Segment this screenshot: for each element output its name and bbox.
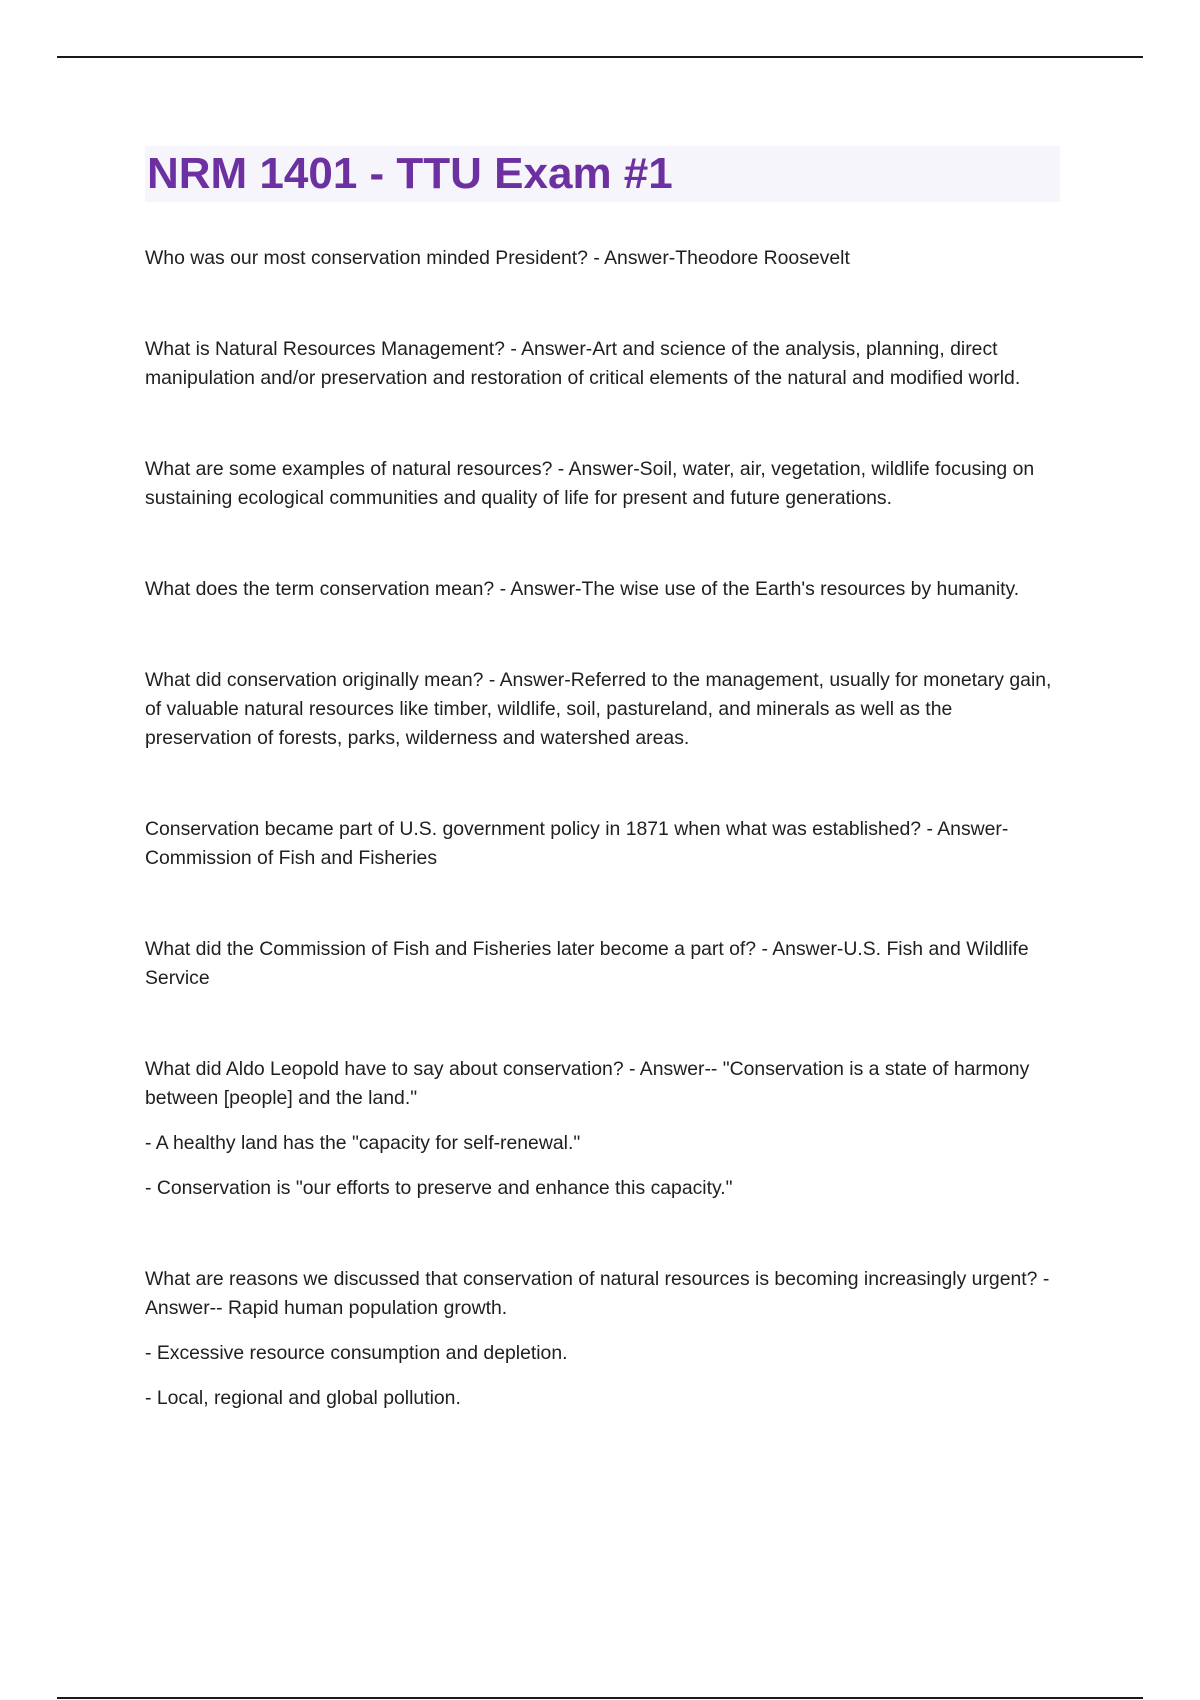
- qa-bullet: - Local, regional and global pollution.: [145, 1387, 461, 1409]
- qa-text: Who was our most conservation minded President? - Answer-Theodore Roosevelt: [145, 247, 850, 269]
- qa-list: [145, 244, 1060, 1413]
- title-band: [145, 146, 1060, 202]
- qa-bullet: - A healthy land has the "capacity for self-renewal.": [145, 1132, 581, 1154]
- qa-text: What are reasons we discussed that conservation of natural resources is becoming increasingly urgent? - Answer-- Rapid human population growth.: [145, 1268, 1050, 1319]
- document-body: [145, 146, 1060, 1475]
- page-title: NRM 1401 - TTU Exam #1: [147, 149, 673, 198]
- qa-text: What did the Commission of Fish and Fisheries later become a part of? - Answer-U.S. Fish and Wildlife Service: [145, 938, 1029, 989]
- qa-text: What is Natural Resources Management? - Answer-Art and science of the analysis, planning, direct manipulation and/or preservation and restoration of critical elements of the natural and modified world.: [145, 338, 1021, 389]
- qa-item: [145, 815, 1060, 873]
- qa-text: What does the term conservation mean? - Answer-The wise use of the Earth's resources by humanity.: [145, 578, 1020, 600]
- qa-item: [145, 1055, 1060, 1203]
- qa-item: [145, 455, 1060, 513]
- qa-text: What are some examples of natural resources? - Answer-Soil, water, air, vegetation, wildlife focusing on sustaining ecological communities and quality of life for present and future generations.: [145, 458, 1035, 509]
- top-rule: [57, 56, 1143, 58]
- qa-bullet: - Excessive resource consumption and depletion.: [145, 1342, 568, 1364]
- qa-item: [145, 666, 1060, 753]
- qa-bullet: - Conservation is "our efforts to preserve and enhance this capacity.": [145, 1177, 733, 1199]
- bottom-rule: [57, 1697, 1143, 1699]
- qa-text: What did Aldo Leopold have to say about conservation? - Answer-- "Conservation is a state of harmony between [people] and the land.": [145, 1058, 1030, 1109]
- qa-item: [145, 935, 1060, 993]
- qa-item: [145, 1265, 1060, 1413]
- qa-text: What did conservation originally mean? - Answer-Referred to the management, usually for monetary gain, of valuable natural resources like timber, wildlife, soil, pastureland, and minerals as well as the preservation of forests, parks, wilderness and watershed areas.: [145, 669, 1052, 749]
- qa-item: [145, 575, 1060, 604]
- qa-text: Conservation became part of U.S. government policy in 1871 when what was established? - Answer-Commission of Fish and Fisheries: [145, 818, 1009, 869]
- qa-item: [145, 244, 1060, 273]
- qa-item: [145, 335, 1060, 393]
